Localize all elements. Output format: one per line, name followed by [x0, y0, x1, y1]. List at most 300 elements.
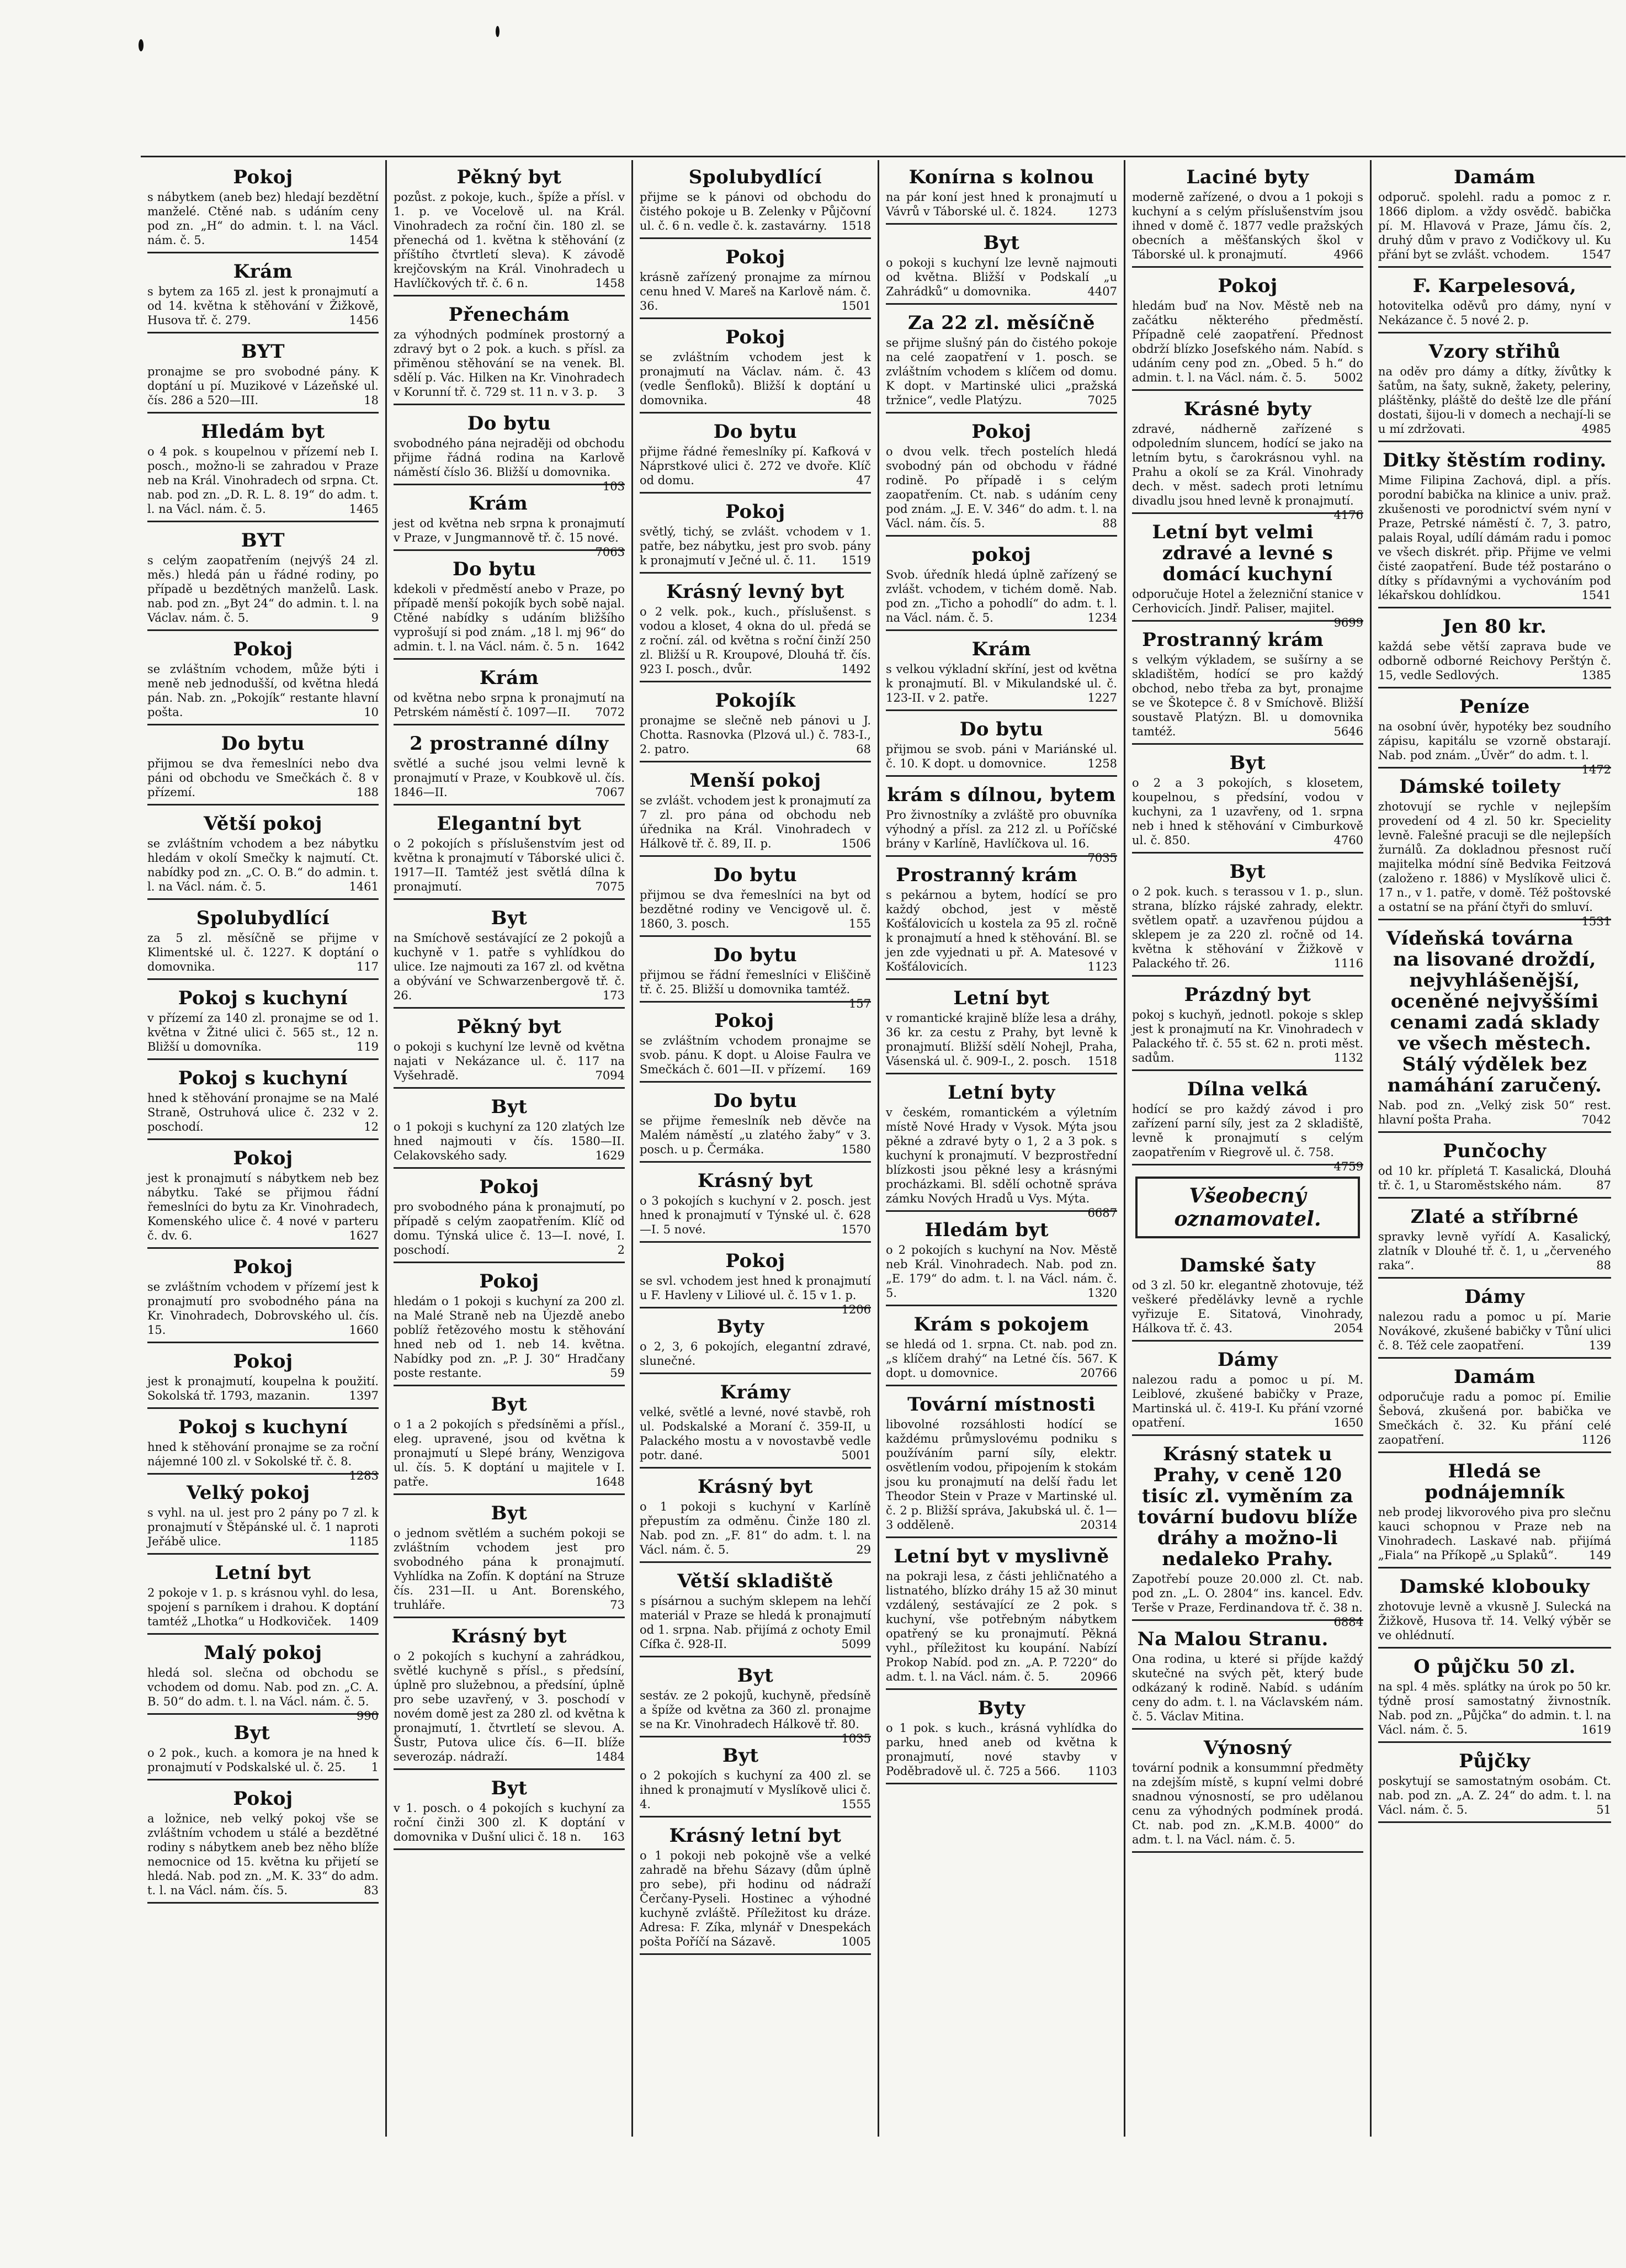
ad-title: Krám s pokojem: [913, 1313, 1090, 1336]
ad-body: [147, 1746, 379, 1774]
ad-body: [1378, 1679, 1611, 1737]
ad-number: 1484: [595, 1750, 625, 1763]
ad-title: Pokoj: [725, 326, 785, 348]
ad-title: Letní byt: [953, 987, 1050, 1009]
ad-body: [886, 662, 1117, 705]
ad-number: 1547: [1581, 248, 1611, 261]
ad-text: Zapotřebí pouze 20.000 zl. Ct. nab. pod zn. „L. O. 2804“ ins. kancel. Edv. Terše v Praze, Ferdinandova tř. č. 38 n.: [1132, 1572, 1363, 1614]
ad-title: Byt: [491, 1096, 528, 1118]
ad-text: v přízemí za 140 zl. pronajme se od 1. května v Žitné ulici č. 565 st., 12 n. Bližší u domovníka.: [147, 1011, 379, 1053]
classified-ad: [886, 1543, 1117, 1690]
ad-body: [394, 327, 625, 399]
classified-ad: [394, 810, 625, 900]
ad-number: 83: [364, 1884, 379, 1897]
ad-text: Pro živnostníky a zvláště pro obuvníka výhodný a přísl. za 212 zl. u Poříčské brány v Karlíně, Havlíčkova ul. 16.: [886, 808, 1117, 850]
ad-number: 29: [856, 1543, 871, 1556]
classified-ad: [640, 578, 871, 682]
ad-title: Byt: [491, 1502, 528, 1524]
ad-title: O půjčku 50 zl.: [1414, 1656, 1576, 1678]
ad-number: 7025: [1087, 394, 1117, 407]
ad-text: o pokoji s kuchyní lze levně od května najati v Nekázance ul. č. 117 na Vyšehradě.: [394, 1040, 625, 1082]
ad-number: 1506: [841, 837, 871, 850]
classified-ad: [147, 1413, 379, 1482]
ad-title: Prostranný krám: [1142, 629, 1324, 651]
ad-body: [394, 691, 625, 719]
classified-ad: [886, 861, 1117, 980]
ad-body: [147, 1666, 379, 1723]
ad-text: hodící se pro každý závod i pro zařízení parní síly, jest za 2 skladiště, levně k pronajmutí s celým zaopatřením v Riegrově ul. č. 758.: [1132, 1103, 1363, 1159]
ad-text: o 1 a 2 pokojích s předsíněmi a přísl., eleg. upravené, jsou od května k pronajmutí u Slepé brány, Wenzigova ul. čís. 5. K doptání u majitele v I. patře.: [394, 1418, 625, 1488]
ad-body: [640, 968, 871, 1010]
classified-ad: [1378, 1458, 1611, 1568]
classified-ad: [147, 1559, 379, 1635]
ad-number: 7063: [595, 545, 625, 559]
ad-title: BYT: [241, 529, 285, 552]
ad-text: kdekoli v předměstí anebo v Praze, po případě menší pokojík bych sobě najal. Ctěné nabídky s udáním bližšího vyprošují si pod znám. „18 l. mj 96“ do admin. t. l. na Václ. nám. č. 5 n.: [394, 582, 625, 653]
ad-body: [886, 1417, 1117, 1532]
top-rule: [141, 156, 1625, 157]
ad-number: 4966: [1333, 248, 1363, 261]
ad-text: za výhodných podmínek prostorný a zdravý byt o 2 pok. a kuch. s přísl. za přiměnou stěhování se na venek. Bl. sdělí p. Vác. Hilken na Kr. Vinohradech v Korunní tř. č. 729 st. 11 n. v 3. p.: [394, 328, 625, 399]
ad-body: [147, 1374, 379, 1403]
ad-title: Dámy: [1464, 1286, 1525, 1308]
ad-number: 1580: [841, 1143, 871, 1156]
ad-number: 1123: [1087, 960, 1117, 973]
ad-number: 1206: [841, 1303, 871, 1316]
ad-body: [147, 364, 379, 407]
classified-ad: [1132, 518, 1363, 629]
section-heading: Všeobecný oznamovatel.: [1135, 1177, 1360, 1238]
ad-text: s velkou výkladní skříní, jest od května k pronajmutí. Bl. v Mikulandské ul. č. 123-II. v 2. patře.: [886, 663, 1117, 704]
ad-title: Byt: [1229, 752, 1266, 774]
classified-ad: [640, 1379, 871, 1469]
classified-ad: [1132, 749, 1363, 854]
ad-title: Byt: [491, 907, 528, 929]
ad-text: pronajme se pro svobodné pány. K doptání u pí. Muzikové v Lázeňské ul. čís. 286 a 520—III.: [147, 365, 379, 407]
ad-body: [1378, 1230, 1611, 1273]
classified-ad: [640, 324, 871, 414]
ad-body: [1378, 799, 1611, 928]
classified-ad: [1378, 1203, 1611, 1279]
ad-body: [1132, 1008, 1363, 1065]
ad-title: Menší pokoj: [689, 770, 821, 792]
ad-text: v 1. posch. o 4 pokojích s kuchyní za roční činži 300 zl. K doptání v domovnika v Dušní ulici č. 18 n.: [394, 1801, 625, 1843]
ad-title: Pokoj: [233, 1350, 293, 1373]
ad-title: Letní byt v myslivně: [894, 1545, 1109, 1567]
ad-text: v romantické krajině blíže lesa a dráhy, 36 kr. za cestu z Prahy, byt levně k pronajmutí. Bližší sdělí Nohejl, Praha, Vásenská ul. č. 909-I., 2. posch.: [886, 1011, 1117, 1068]
ad-body: [640, 1114, 871, 1157]
ad-body: [1132, 1102, 1363, 1173]
ad-body: [640, 1194, 871, 1237]
ad-title: Do bytu: [467, 412, 551, 434]
ad-title: Větší pokoj: [204, 813, 322, 835]
ad-number: 47: [856, 474, 871, 487]
ad-title: Krásný levný byt: [666, 581, 844, 603]
ad-title: Ditky štěstím rodiny.: [1383, 449, 1607, 471]
classified-ad: [394, 1391, 625, 1495]
ad-body: [147, 444, 379, 516]
classified-ad: [1378, 773, 1611, 928]
ad-body: [1378, 299, 1611, 327]
classified-columns: [141, 160, 1620, 2137]
classified-ad: [394, 1093, 625, 1169]
ad-number: 20766: [1080, 1366, 1117, 1380]
classified-ad: [886, 1311, 1117, 1386]
ad-body: [1132, 299, 1363, 385]
ad-body: [1132, 776, 1363, 847]
ad-body: [640, 524, 871, 568]
classified-ad: [1132, 1734, 1363, 1853]
ad-number: 1283: [349, 1469, 379, 1482]
classified-ad: [640, 941, 871, 1010]
ad-number: 20314: [1080, 1518, 1117, 1532]
ad-body: [1378, 190, 1611, 262]
ad-number: 88: [1596, 1259, 1611, 1272]
ad-text: neb prodej likvorového piva pro slečnu kauci schopnou v Praze neb na Vinohradech. Laskavé nab. přijímá „Fiala“ na Příkopě „u Splaků“.: [1378, 1506, 1611, 1562]
classified-ad: [886, 418, 1117, 537]
ad-text: libovolné rozsáhlosti hodící se každému průmyslovému podniku s používáním parní síly, elektr. osvětlením vodou, připojením k stokám jsou ku pronajmutí na delší řadu let Theodor Stein v Praze v Martinské ul. č. 2 p. Bližší správa, Jakubská ul. č. 1—3 odděleně.: [886, 1418, 1117, 1532]
ad-title: Pokoj: [1218, 275, 1278, 297]
print-mark: [139, 39, 144, 51]
ad-title: Pokoj s kuchyní: [178, 1416, 348, 1438]
ad-number: 7067: [595, 786, 625, 799]
ad-title: Vzory střihů: [1428, 341, 1561, 363]
ad-title: Pokoj: [233, 1788, 293, 1810]
ad-text: s celým zaopatřením (nejvýš 24 zl. měs.) hledá pán u řádné rodiny, po případě u bezdětných manželů. Lask. nab. pod zn. „Byt 24“ do admin. t. l. na Václav. nám. č. 5.: [147, 554, 379, 624]
ad-body: [640, 1034, 871, 1077]
ad-number: 1519: [841, 554, 871, 567]
ad-text: moderně zařízené, o dvou a 1 pokoji s kuchyní a s celým příslušenstvím jsou ihned v domě č. 1877 vedle pražských obecních a měšťanských škol v Táborské ul. k pronajmutí.: [1132, 190, 1363, 261]
ad-title: Byt: [233, 1722, 270, 1744]
ad-body: [640, 713, 871, 756]
ad-text: jest k pronajmutí s nábytkem neb bez nábytku. Také se přijmou řádní řemeslníci do bytu za Kr. Vinohradech, Komenského ulice č. 4 nové v parteru č. dv. 6.: [147, 1172, 379, 1242]
ad-number: 103: [602, 480, 625, 493]
ad-text: se zvláštním vchodem jest k pronajmutí na Václav. nám. č. 43 (vedle Šenfloků). Bližší k doptání u domovnika.: [640, 351, 871, 407]
ad-title: pokoj: [971, 544, 1032, 566]
classified-ad: [640, 1313, 871, 1374]
ad-title: Pokoj: [233, 638, 293, 660]
ad-text: na pokraji lesa, z části jehličnatého a listnatého, blízko dráhy 15 až 30 minut vzdálený, sestávající ze 2 pok. s kuchyní, vše potřebným nábytkem opatřený se ku pronajmutí. Pěkná vyhl., příležitost ku koupání. Nabízí Prokop Nabíd. pod zn. „A. P. 7220“ do adm. t. l. na Václ. nám. č. 5.: [886, 1570, 1117, 1683]
column-4: [879, 160, 1125, 2137]
ad-text: 2 pokoje v 1. p. s krásnou vyhl. do lesa, spojení s parníkem i drahou. K doptání tamtéž „Lhotka“ u Hodkoviček.: [147, 1586, 379, 1628]
classified-ad: [147, 527, 379, 631]
ad-text: přijme se k pánovi od obchodu do čistého pokoje u B. Zelenky v Půjčovní ul. č. 6 n. vedle č. k. zastavárny.: [640, 190, 871, 232]
ad-text: o 2 a 3 pokojích, s klosetem, koupelnou, s předsíní, vodou v kuchyni, za 1 uzavřeny, od 1. srpna neb i hned k stěhování v Cimburkově ul. č. 850.: [1132, 776, 1363, 847]
ad-title: Pokoj: [971, 421, 1032, 443]
ad-title: Pěkný byt: [456, 166, 562, 188]
ad-body: [886, 256, 1117, 299]
classified-ad: [1378, 272, 1611, 333]
classified-ad: [394, 1499, 625, 1618]
ad-number: 1531: [1581, 915, 1611, 928]
ad-title: Velký pokoj: [187, 1482, 310, 1504]
ad-number: 1518: [841, 219, 871, 232]
ad-title: Krámy: [720, 1381, 791, 1403]
ad-body: [394, 1801, 625, 1844]
ad-number: 1185: [349, 1535, 379, 1548]
ad-number: 1397: [349, 1389, 379, 1402]
ad-title: Hledám byt: [201, 421, 325, 443]
ad-body: [1132, 884, 1363, 971]
ad-body: [640, 1339, 871, 1368]
ad-number: 1472: [1581, 763, 1611, 776]
classified-ad: [886, 1079, 1117, 1220]
ad-text: zdravé, nádherně zařízené s odpoledním sluncem, hodící se jako na letním bytu, s čarokrásnou vyhl. na Prahu a okolí se za Král. Vinohrady dech. v měst. sadech proti letnímu divadlu jsou hned levně k pronajmutí.: [1132, 422, 1363, 507]
classified-ad: [640, 1822, 871, 1955]
ad-text: za 5 zl. měsíčně se přijme v Klimentské ul. č. 1227. K doptání o domovnika.: [147, 931, 379, 973]
ad-text: hotovitelka oděvů pro dámy, nyní v Nekázance č. 5 nové 2. p.: [1378, 299, 1611, 327]
ad-number: 1234: [1087, 611, 1117, 624]
classified-ad: [1378, 1573, 1611, 1649]
ad-text: s nábytkem (aneb bez) hledají bezdětní manželé. Ctěné nab. s udáním ceny pod zn. „H“ do admin. t. l. na Václ. nám. č. 5.: [147, 190, 379, 247]
ad-text: světlé a suché jsou velmi levně k pronajmutí v Praze, v Koubkově ul. čís. 1846—II.: [394, 757, 625, 799]
classified-ad: [147, 418, 379, 522]
ad-body: [1378, 1599, 1611, 1642]
ad-body: [394, 1526, 625, 1612]
ad-text: s vyhl. na ul. jest pro 2 pány po 7 zl. k pronajmutí v Štěpánské ul. č. 1 naproti Jeřábě ulice.: [147, 1506, 379, 1548]
ad-title: Byt: [491, 1777, 528, 1799]
ad-number: 1409: [349, 1615, 379, 1628]
ad-title: Větší skladiště: [677, 1570, 833, 1592]
ad-text: sestáv. ze 2 pokojů, kuchyně, předsíně a špíže od května za 360 zl. pronajme se na Kr. Vinohradech Hálkově tř. 80.: [640, 1689, 871, 1731]
ad-title: Krásný statek u Prahy, v ceně 120 tisíc zl. vyměním za tovární budovu blíže dráhy a možno-li nedaleko Prahy.: [1137, 1443, 1358, 1570]
classified-ad: [147, 810, 379, 900]
ad-title: Krám: [479, 667, 539, 689]
ad-text: přijmou se dva řemeslníci nebo dva páni od obchodu ve Smečkách č. 8 v přízemí.: [147, 757, 379, 799]
ad-text: přijmou se svob. páni v Mariánské ul. č. 10. K dopt. u domovnice.: [886, 743, 1117, 770]
ad-title: Letní byt velmi zdravé a levné s domácí kuchyní: [1152, 521, 1333, 585]
ad-title: Na Malou Stranu.: [1137, 1628, 1329, 1650]
ad-title: Výnosný: [1203, 1737, 1292, 1759]
ad-body: [147, 931, 379, 974]
classified-ad: [640, 1247, 871, 1316]
ad-number: 990: [356, 1709, 379, 1723]
ad-body: [640, 270, 871, 313]
ad-title: Přenechám: [448, 304, 570, 326]
ad-body: [886, 808, 1117, 865]
ad-title: Pokoj: [725, 1250, 785, 1272]
ad-body: [640, 1848, 871, 1949]
ad-title: Byty: [716, 1316, 764, 1338]
ad-body: [394, 836, 625, 894]
classified-ad: [640, 861, 871, 937]
classified-ad: [640, 1662, 871, 1745]
ad-number: 1273: [1087, 205, 1117, 218]
classified-ad: [886, 1216, 1117, 1306]
ad-body: [1378, 473, 1611, 602]
classified-ad: [1132, 1346, 1363, 1436]
ad-title: Letní byt: [215, 1562, 311, 1584]
ad-number: 1619: [1581, 1723, 1611, 1736]
ad-text: Mime Filipina Zachová, dipl. a přís. porodní babička na klinice a univ. praž. zkušenosti ve porodnictví svém nyní v Praze, Petrské náměstí č. 7, 3. patro, palais Royal, udílí dámám radu i pomoc ve všech diskrét. přip. Přijme ve velmi čisté zaopatření. Bude též postaráno o dítky s přídavnými a vychováním pod lékařskou dohlídkou.: [1378, 474, 1611, 602]
ad-text: o 1 pokoji s kuchyní v Karlíně přepustím za odměnu. Činže 180 zl. Nab. pod zn. „F. 81“ do adm. t. l. na Václ. nám. č. 5.: [640, 1500, 871, 1556]
classified-ad: [886, 716, 1117, 777]
ad-text: o 2 pokojích s kuchyní za 400 zl. se ihned k pronajmutí v Myslíkově ulici č. 4.: [640, 1769, 871, 1811]
ad-body: [1378, 1505, 1611, 1562]
classified-ad: [147, 163, 379, 253]
ad-number: 1035: [841, 1732, 871, 1745]
classified-ad: [1132, 395, 1363, 522]
classified-ad: [394, 163, 625, 296]
ad-text: o 2 velk. pok., kuch., příslušenst. s vodou a kloset, 4 okna do ul. předá se z roční. zál. od května s roční činží 250 zl. Bližší u R. Kroupové, Dlouhá tř. čís. 923 I. posch., dvůr.: [640, 605, 871, 676]
ad-body: [886, 1011, 1117, 1068]
ad-title: Krásný byt: [451, 1625, 567, 1647]
ad-text: se přijme slušný pán do čistého pokoje na celé zaopatření v 1. posch. se zvláštním vchodem s klíčem od domu. K dopt. v Martinské ulici „pražská tržnice“, vedle Platýzu.: [886, 336, 1117, 407]
classified-ad: [147, 1479, 379, 1555]
ad-body: [1378, 719, 1611, 776]
ad-body: [147, 1280, 379, 1337]
ad-text: světlý, tichý, se zvlášt. vchodem v 1. patře, bez nábytku, jest pro svob. pány k pronajmutí v Ječné ul. č. 11.: [640, 525, 871, 567]
classified-ad: [147, 1719, 379, 1781]
classified-ad: [1132, 626, 1363, 745]
ad-text: od 10 kr. přípletá T. Kasalická, Dlouhá tř. č. 1, u Staroměstského nám.: [1378, 1164, 1611, 1192]
ad-title: Pokoj: [479, 1176, 539, 1198]
ad-title: Do bytu: [221, 733, 305, 755]
ad-body: [394, 436, 625, 493]
ad-text: o 4 pok. s koupelnou v přízemí neb I. posch., možno-li se zahradou v Praze neb na Král. Vinohradech od srpna. Ct. nab. pod zn. „D. R. L. 8. 19“ do adm. t. l. na Václ. nám. č. 5.: [147, 445, 379, 516]
ad-body: [886, 568, 1117, 625]
ad-body: [147, 1091, 379, 1134]
ad-text: o 2 pokojích s příslušenstvím jest od května k pronajmutí v Táborské ulici č. 1917—II. Tamtéž jest světlá dílna k pronajmutí.: [394, 837, 625, 893]
ad-number: 163: [602, 1830, 625, 1843]
ad-number: 1: [371, 1761, 379, 1774]
ad-number: 1555: [841, 1798, 871, 1811]
ad-number: 7072: [595, 706, 625, 719]
ad-title: Letní byty: [948, 1082, 1055, 1104]
ad-title: Pokoj: [233, 166, 293, 188]
ad-number: 6687: [1087, 1206, 1117, 1220]
ad-body: [147, 553, 379, 625]
ad-body: [1132, 1761, 1363, 1847]
classified-ad: [886, 229, 1117, 305]
ad-title: Pokoj: [479, 1270, 539, 1292]
ad-body: [640, 444, 871, 487]
ad-title: Krám: [971, 638, 1032, 660]
ad-number: 119: [356, 1040, 379, 1053]
ad-title: Do bytu: [713, 1090, 798, 1112]
ad-number: 1627: [349, 1229, 379, 1242]
ad-text: se zvláštním vchodem a bez nábytku hledám v okolí Smečky k najmutí. Ct. nabídky pod zn. „C. O. B.“ do admin. t. l. na Václ. nám. č. 5.: [147, 837, 379, 893]
ad-body: [640, 1594, 871, 1651]
ad-number: 169: [848, 1063, 871, 1076]
ad-title: Damám: [1454, 1366, 1535, 1388]
ad-title: Byt: [737, 1665, 774, 1687]
ad-number: 10: [364, 706, 379, 719]
ad-title: Pokoj: [233, 1256, 293, 1278]
classified-ad: [1378, 447, 1611, 608]
ad-body: [394, 931, 625, 1003]
ad-text: zhotovují se rychle v nejlepším provedení od 4 zl. 50 kr. Specielity levně. Falešné pracuji se dle nejlepších žurnálů. Za dokladnou přesnost ručí majitelka módní síně Bedvika Feitzová (založeno r. 1886) v Myslíkově ulici č. 17 n., v 1. patře, v domě. Též poštovské a ostatní se na přání čtyři do smluví.: [1378, 800, 1611, 914]
ad-number: 139: [1588, 1339, 1611, 1352]
ad-number: 1650: [1333, 1416, 1363, 1429]
ad-body: [1132, 422, 1363, 522]
classified-ad: [1132, 1252, 1363, 1342]
ad-body: [394, 1040, 625, 1083]
ad-number: 20966: [1080, 1670, 1117, 1683]
ad-title: Do bytu: [453, 558, 536, 580]
ad-number: 7035: [1087, 851, 1117, 865]
classified-ad: [394, 1774, 625, 1850]
ad-text: o 1 pok. s kuch., krásná vyhlídka do parku, hned aneb od května k pronajmutí, nové stavby v Poděbradově ul. č. 725 a 566.: [886, 1721, 1117, 1778]
column-3: [633, 160, 879, 2137]
ad-text: na oděv pro dámy a dítky, žívůtky k šatům, na šaty, sukně, žakety, peleriny, pláštěnky, pláště do deště lze dle přání dostati, šijou-li v domech a nechají-li se u mí zdržovati.: [1378, 365, 1611, 436]
ad-text: o 2 pokojích s kuchyní na Nov. Městě neb Král. Vinohradech. Nab. pod zn. „E. 179“ do adm. t. l. na Václ. nám. č. 5.: [886, 1243, 1117, 1300]
ad-text: velké, světlé a levné, nové stavbě, roh ul. Podskalské a Moraní č. 359-II, u Palackého mostu a v novostavbě vedle potr. dané.: [640, 1406, 871, 1462]
classified-ad: [147, 1253, 379, 1343]
ad-text: hledám buď na Nov. Městě neb na začátku některého předměstí. Případně celé zaopatření. Přednost obdrží blízko Josefského nám. Nabíd. s udáním ceny pod zn. „Obed. 5 h.“ do admin. t. l. na Václ. nám. č. 5.: [1132, 299, 1363, 384]
ad-text: přijmou se dva řemeslníci na byt od bezdětné rodiny ve Vencigově ul. č. 1860, 3. posch.: [640, 888, 871, 930]
column-1: [141, 160, 387, 2137]
ad-text: odporuč. spolehl. radu a pomoc z r. 1866 diplom. a vždy osvědč. babička pí. M. Hlavová v Praze, Jámu čís. 2, druhý dům v pravo z Vodičkovy ul. Ku přání byt se zvlášt. vchodem.: [1378, 190, 1611, 261]
ad-body: [394, 190, 625, 290]
ad-title: Do bytu: [713, 944, 798, 966]
classified-ad: [394, 904, 625, 1009]
ad-title: Krásné byty: [1183, 398, 1312, 420]
ad-body: [640, 1499, 871, 1557]
classified-ad: [1378, 693, 1611, 776]
ad-title: Spolubydlící: [196, 907, 330, 929]
classified-ad: [394, 490, 625, 559]
ad-body: [640, 1688, 871, 1745]
ad-text: se svl. vchodem jest hned k pronajmutí u F. Havleny v Liliové ul. č. 15 v 1. p.: [640, 1274, 871, 1302]
classified-ad: [394, 555, 625, 660]
ad-body: [394, 516, 625, 559]
ad-title: Tovární místnosti: [907, 1393, 1096, 1416]
ad-title: Pokoj s kuchyní: [178, 987, 348, 1009]
ad-body: [1132, 653, 1363, 739]
ad-body: [640, 1405, 871, 1462]
ad-number: 1132: [1333, 1051, 1363, 1064]
ad-number: 1126: [1581, 1433, 1611, 1446]
ad-number: 5002: [1333, 371, 1363, 384]
ad-number: 1629: [595, 1149, 625, 1162]
ad-title: Prázdný byt: [1184, 984, 1311, 1006]
ad-text: pokoj s kuchyň, jednotl. pokoje s sklep jest k pronajmutí na Kr. Vinohradech v Palackého tř. č. 55 st. 62 n. proti měst. sadům.: [1132, 1008, 1363, 1064]
ad-body: [1378, 364, 1611, 436]
classified-ad: [886, 541, 1117, 631]
classified-ad: [640, 1167, 871, 1243]
ad-number: 9699: [1333, 616, 1363, 629]
classified-ad: [147, 984, 379, 1060]
classified-ad: [1132, 1625, 1363, 1730]
ad-body: [147, 1440, 379, 1482]
classified-ad: [1132, 1075, 1363, 1173]
classified-ad: [147, 1785, 379, 1904]
classified-ad: [1132, 163, 1363, 268]
ad-title: krám s dílnou, bytem: [887, 784, 1116, 806]
ad-body: [394, 1120, 625, 1163]
ad-text: se zvláštním vchodem pronajme se svob. pánu. K dopt. u Aloise Faulra ve Smečkách č. 601—II. v přízemí.: [640, 1034, 871, 1076]
ad-body: [394, 756, 625, 799]
classified-ad: [147, 1144, 379, 1249]
classified-ad: [394, 1013, 625, 1089]
ad-title: Punčochy: [1443, 1140, 1547, 1162]
classified-ad: [147, 258, 379, 333]
ad-number: 157: [848, 997, 871, 1010]
ad-body: [640, 888, 871, 931]
ad-text: a ložnice, neb velký pokoj vše se zvláštním vchodem u stálé a bezdětné rodiny s nábytkem aneb bez něho blíže nemocnice od 15. května ku přijetí se hledá. Nab. pod zn. „M. K. 33“ do adm. t. l. na Václ. nám. čís. 5.: [147, 1812, 379, 1897]
ad-text: s bytem za 165 zl. jest k pronajmutí a od 14. května k stěhování v Žižkově, Husova tř. č. 279.: [147, 285, 379, 327]
ad-title: Jen 80 kr.: [1442, 616, 1547, 638]
ad-text: zhotovuje levně a vkusně J. Sulecká na Žižkově, Husova tř. 14. Velký výběr se ve ohlédnutí.: [1378, 1600, 1611, 1642]
ad-number: 1227: [1087, 691, 1117, 704]
ad-number: 48: [856, 394, 871, 407]
ad-number: 4407: [1087, 285, 1117, 298]
ad-text: Svob. úředník hledá úplně zařízený se zvlášt. vchodem, v tichém domě. Nab. pod zn. „Ticho a pohodlí“ do adm. t. l. na Václ. nám. č. 5.: [886, 568, 1117, 624]
ad-body: [1378, 1164, 1611, 1193]
ad-number: 1465: [349, 502, 379, 516]
ad-body: [1378, 1310, 1611, 1353]
